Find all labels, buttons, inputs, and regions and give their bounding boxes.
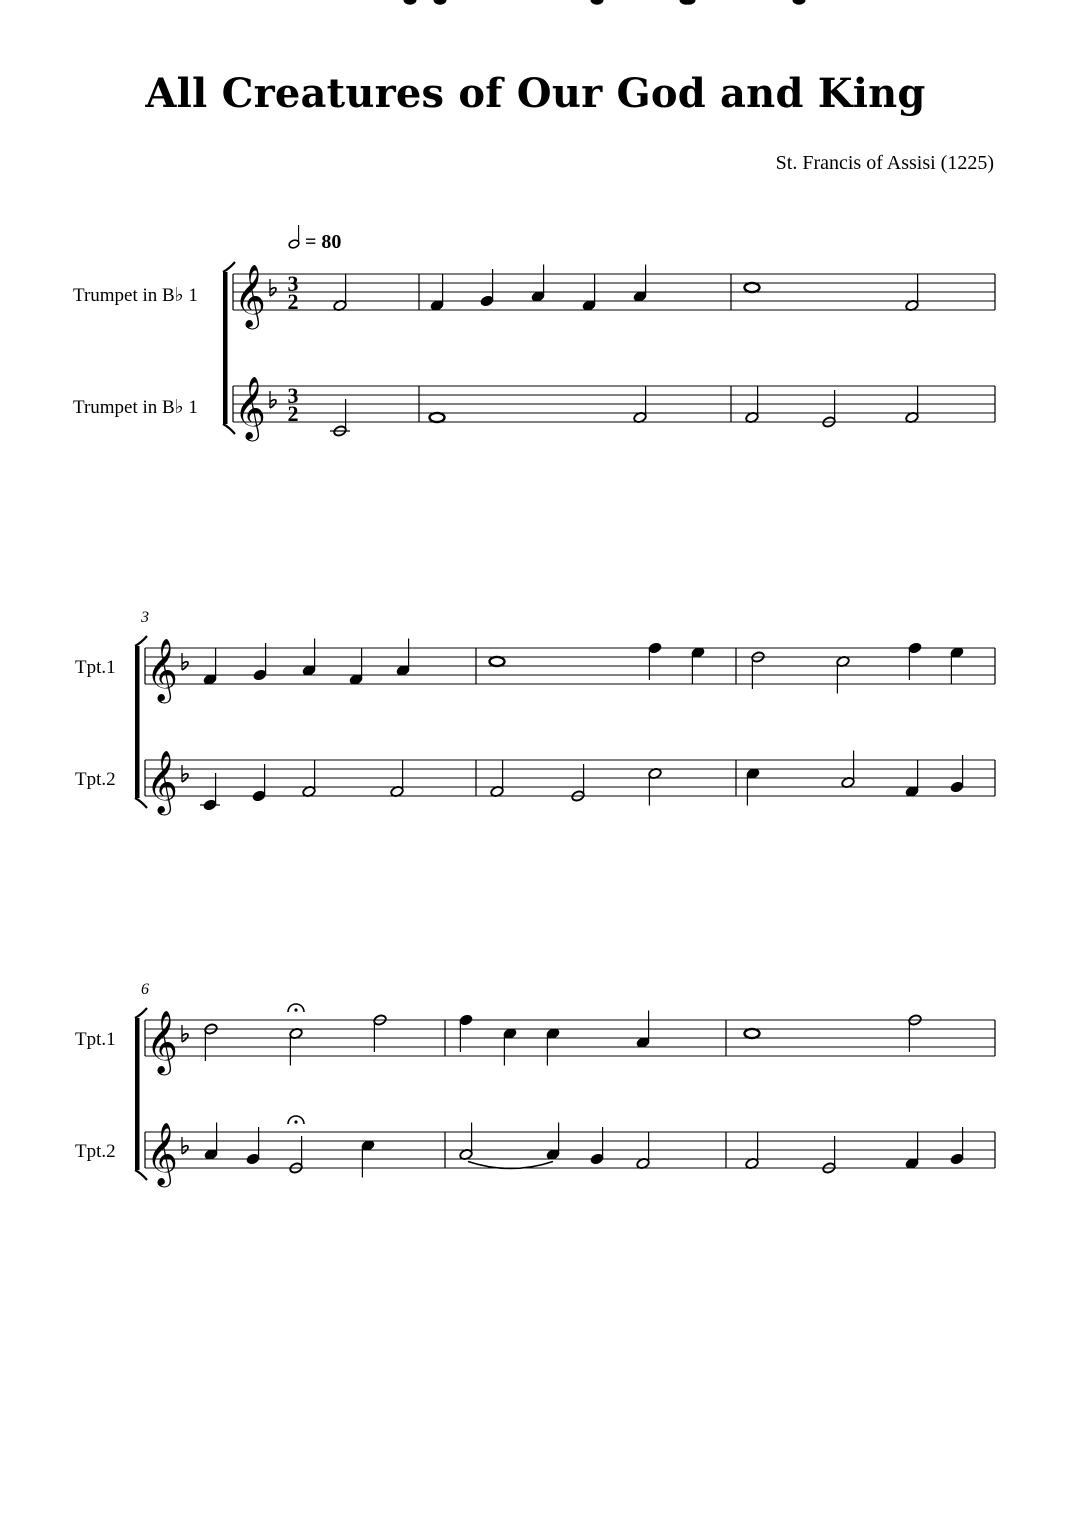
whole-note: [430, 413, 445, 422]
quarter-note: [908, 642, 922, 654]
staff-label: Trumpet in B♭ 1: [73, 285, 198, 306]
quarter-note: [253, 669, 267, 681]
time-signature-bottom: 2: [287, 289, 299, 314]
quarter-note: [793, 0, 805, 4]
staff-label: Trumpet in B♭ 1: [73, 397, 198, 418]
system-bracket: [135, 646, 140, 798]
quarter-note: [404, 0, 416, 4]
treble-clef: 𝄞: [146, 1010, 178, 1073]
staff-label: Tpt.2: [75, 1141, 116, 1162]
tempo-marking: = 80: [305, 231, 342, 253]
treble-clef: 𝄞: [234, 376, 266, 439]
system-bracket: [135, 1018, 140, 1170]
quarter-note: [434, 0, 446, 4]
whole-note: [490, 657, 505, 666]
quarter-note: [683, 0, 695, 4]
measure-number: 6: [141, 981, 149, 998]
quarter-note: [648, 642, 662, 654]
tie: [468, 1162, 553, 1169]
treble-clef: 𝄞: [234, 264, 266, 327]
quarter-note: [252, 790, 266, 802]
whole-note: [745, 1029, 760, 1038]
time-signature-top: 3: [287, 271, 299, 296]
fermata-dot: [294, 1120, 297, 1123]
quarter-note: [459, 1014, 473, 1026]
staff-label: Tpt.2: [75, 769, 116, 790]
quarter-note: [591, 0, 603, 4]
fermata-dot: [294, 1008, 297, 1011]
staff-label: Tpt.1: [75, 1029, 116, 1050]
quarter-note: [246, 1153, 260, 1165]
score-title: All Creatures of Our God and King: [145, 70, 926, 117]
quarter-note: [950, 781, 964, 793]
treble-clef: 𝄞: [146, 1122, 178, 1185]
time-signature-top: 3: [287, 383, 299, 408]
treble-clef: 𝄞: [146, 638, 178, 701]
time-signature-bottom: 2: [287, 401, 299, 426]
quarter-note: [950, 1153, 964, 1165]
system-bracket: [223, 272, 228, 424]
whole-note: [745, 283, 760, 292]
quarter-note: [480, 295, 494, 307]
quarter-note: [203, 799, 217, 811]
staff-label: Tpt.1: [75, 657, 116, 678]
quarter-note: [590, 1153, 604, 1165]
composer-credit: St. Francis of Assisi (1225): [775, 152, 994, 174]
measure-number: 3: [141, 609, 149, 626]
treble-clef: 𝄞: [146, 750, 178, 813]
